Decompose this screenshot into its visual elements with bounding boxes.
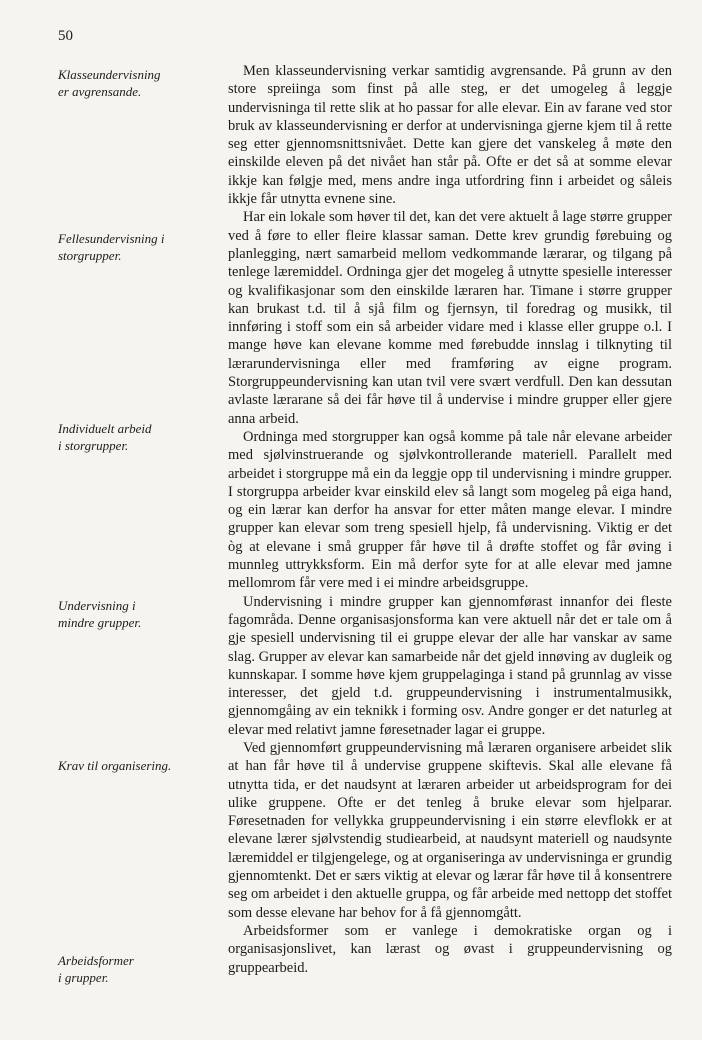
sidenote-individuelt-arbeid: Individuelt arbeid i storgrupper. [58, 421, 152, 453]
sidenote-arbeidsformer: Arbeidsformer i grupper. [58, 953, 134, 985]
paragraph: Men klasseundervisning verkar samtidig avgrensande. På grunn av den store spreiinga som finst på alle steg, er det umogeleg å leggje undervisninga til rette slik at ho passar for alle elevar. Ein av farane ved stor bruk av klasseundervisning er derfor at undervisninga gjerne kjem til å rette seg etter gjennomsnittsnivået. Dette kan gjere det vanskeleg å møte den einskilde eleven på det nivået han står på. Ofte er det så at somme elevar ikkje kan følgje med, mens andre inga utfordring finn i arbeidet og såleis ikkje får utnytta evnene sine. [228, 63, 672, 208]
paragraph: Har ein lokale som høver til det, kan det vere aktuelt å lage større grupper ved å føre to eller fleire klassar saman. Dette krev grundig førebuing og planlegging, nært samarbeid mellom vedkommande lærarar, og tilgang på tenlege læremiddel. Ordninga gjer det mogeleg å utnytte spesielle interesser og kvalifikasjonar som den einskilde læraren har. Timane i større grupper kan brukast t.d. til å sjå film og fjernsyn, til foredrag og musikk, til innføring i stoff som ein så arbeider vidare med i klasse eller gruppe o.l. I mange høve kan elevane komme med førebudde innslag i tilknyting til lærarundervisninga eller med framføring av eigne program. Storgruppeundervisning kan utan tvil vere svært verdfull. Den kan dessutan avlaste lærarane så dei får høve til å undervise i mindre grupper eller gjere anna arbeid. [228, 209, 672, 427]
sidenote-undervisning-mindre-grupper: Undervisning i mindre grupper. [58, 598, 142, 630]
main-text [228, 62, 672, 977]
paragraph: Ordninga med storgrupper kan også komme på tale når elevane arbeider med sjølvinstruerande og sjølvkontrollerande materiell. Parallelt med arbeidet i storgruppe må ein da leggje opp til undervisning i mindre grupper. I storgruppa arbeider kvar einskild elev så langt som mogeleg på eiga hand, og ein lærar kan derfor ha ansvar for etter måten mange elevar. I mindre grupper kan elevar som treng spesiell hjelp, få undervisning. Viktig er det òg at elevane i små grupper får høve til å drøfte stoffet og får øving i munnleg uttrykksform. Ein må derfor syte for at alle elevar med jamne mellomrom får vere med i ei mindre arbeidsgruppe. [228, 428, 672, 592]
sidenote-krav-organisering: Krav til organisering. [58, 758, 172, 773]
page-number: 50 [58, 28, 73, 44]
paragraph: Ved gjennomført gruppeundervisning må læraren organisere arbeidet slik at han får høve til å undervise gruppene skiftevis. Skal alle elevane få utnytta tida, er det naudsynt at læraren arbeider ut arbeidsprogram for dei ulike gruppene. Ofte er det tenleg å bruke elevar som hjelparar. Føresetnaden for vellykka gruppeundervisning i ein større elevflokk er at elevane lærer sjølvstendig studiearbeid, at naudsynt materiell og naudsynte læremiddel er tilgjengelege, og at organiseringa av undervisninga er grundig gjennomtenkt. Det er særs viktig at elevar og lærar får høve til å konsentrere seg om arbeidet i den aktuelle gruppa, og får arbeide med nettopp det stoffet som desse elevane har behov for å få gjennomgått. [228, 739, 672, 921]
paragraph: Arbeidsformer som er vanlege i demokratiske organ og i organisasjonslivet, kan lærast og øvast i gruppeundervisning og gruppearbeid. [228, 922, 672, 976]
paragraph: Undervisning i mindre grupper kan gjennomførast innanfor dei fleste fagområda. Denne organisasjonsforma kan vere aktuell når det er tale om å gje spesiell undervisning til ei gruppe elevar der alle har vanskar av same slag. Grupper av elevar kan samarbeide når det gjeld innøving av dugleik og kunnskapar. I somme høve kjem gruppelaginga i stand på grunnlag av visse interesser, det gjeld t.d. gruppeundervisning i instrumentalmusikk, gjennomgåing av ein teknikk i forming osv. Andre gonger er det naturleg at elevar med relativt jamne føresetnader lagar ei gruppe. [228, 593, 672, 738]
sidenote-fellesundervisning: Fellesundervisning i storgrupper. [58, 231, 165, 263]
sidenote-klasseundervisning: Klasseundervisning er avgrensande. [58, 67, 161, 99]
